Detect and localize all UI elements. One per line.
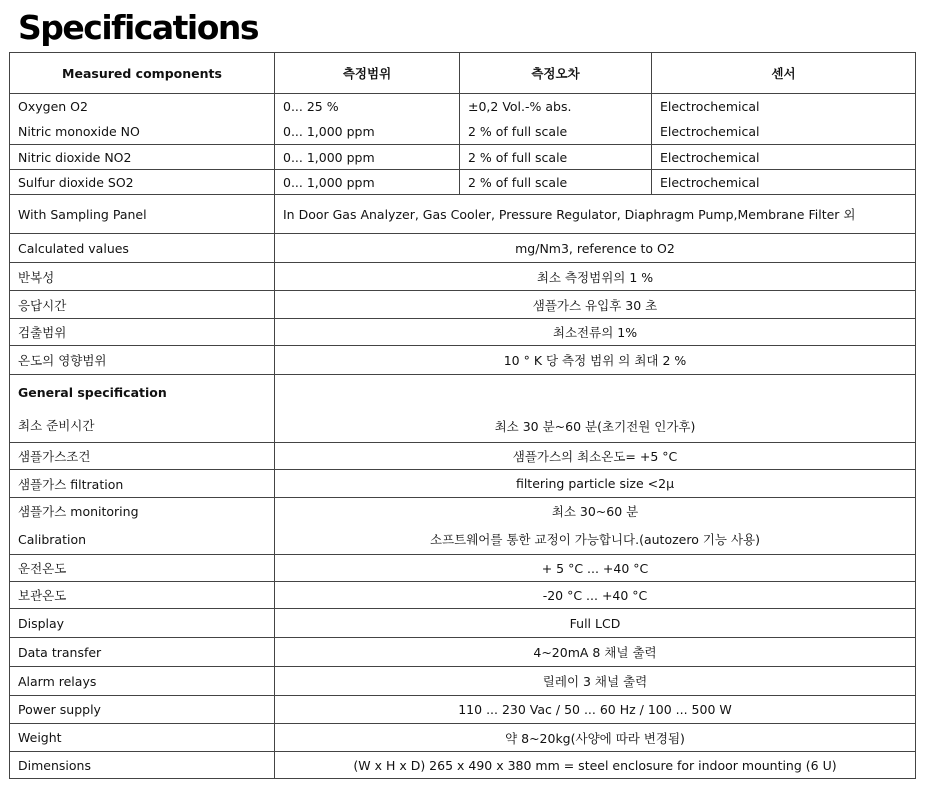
header-cell: 측정오차 — [460, 53, 652, 94]
spec-label: Data transfer — [10, 638, 275, 667]
component-sensor: Electrochemical — [652, 145, 916, 170]
component-range: 0... 1,000 ppm — [275, 170, 460, 195]
spec-label: 샘플가스 filtration — [10, 470, 275, 498]
spec-value: 릴레이 3 채널 출력 — [275, 667, 916, 696]
table-row — [10, 696, 916, 724]
spec-value: filtering particle size <2µ — [275, 470, 916, 498]
header-cell: 센서 — [652, 53, 916, 94]
spec-value: 최소 측정범위의 1 % — [275, 263, 916, 291]
general-spec-heading: General specification — [18, 384, 167, 400]
spec-value: 최소 30 분~60 분(초기전원 인가후) — [275, 375, 916, 443]
component-error: 2 % of full scale — [460, 145, 652, 170]
general-spec-cell — [10, 375, 275, 443]
table-row — [10, 195, 916, 234]
component-range: 0... 1,000 ppm — [275, 145, 460, 170]
table-row — [10, 724, 916, 752]
component-sensor: Electrochemical — [652, 170, 916, 195]
header-cell: 측정범위 — [275, 53, 460, 94]
table-row — [10, 498, 916, 555]
spec-value: 10 ° K 당 측정 범위 의 최대 2 % — [275, 346, 916, 375]
table-row — [10, 582, 916, 609]
table-row — [10, 443, 916, 470]
table-row — [10, 145, 916, 170]
table-row — [10, 555, 916, 582]
spec-value: + 5 °C ... +40 °C — [275, 555, 916, 582]
table-row — [10, 234, 916, 263]
table-row — [10, 638, 916, 667]
spec-label: 보관온도 — [10, 582, 275, 609]
page-title: Specifications — [18, 8, 259, 47]
spec-label: Dimensions — [10, 752, 275, 779]
spec-label: 운전온도 — [10, 555, 275, 582]
table-row — [10, 170, 916, 195]
sampling-value: In Door Gas Analyzer, Gas Cooler, Pressure Regulator, Diaphragm Pump,Membrane Filter 외 — [275, 195, 916, 234]
spec-label: 샘플가스 monitoring — [18, 504, 139, 519]
component-sensor: Electrochemical — [660, 99, 760, 114]
spec-value: 최소전류의 1% — [275, 319, 916, 346]
spec-label: Weight — [10, 724, 275, 752]
spec-value: 소프트웨어를 통한 교정이 가능합니다.(autozero 기능 사용) — [430, 532, 760, 547]
spec-value: 샘플가스 유입후 30 초 — [275, 291, 916, 319]
table-row — [10, 470, 916, 498]
table-row — [10, 291, 916, 319]
spec-label: 샘플가스조건 — [10, 443, 275, 470]
table-row — [10, 94, 916, 145]
spec-label: Alarm relays — [10, 667, 275, 696]
spec-value: 110 ... 230 Vac / 50 ... 60 Hz / 100 ... 500 W — [275, 696, 916, 724]
table-header-row — [10, 53, 916, 94]
spec-label: 최소 준비시간 — [18, 417, 95, 433]
spec-table — [9, 52, 916, 779]
component-error: 2 % of full scale — [468, 124, 568, 139]
component-range: 0... 1,000 ppm — [283, 124, 375, 139]
component-sensors-cell — [652, 94, 916, 145]
spec-value: 샘플가스의 최소온도= +5 °C — [275, 443, 916, 470]
spec-value: 최소 30~60 분 — [551, 504, 639, 519]
component-names-cell — [10, 94, 275, 145]
spec-label: Display — [10, 609, 275, 638]
component-range: 0... 25 % — [283, 99, 339, 114]
component-errors-cell — [460, 94, 652, 145]
component-error: ±0,2 Vol.-% abs. — [468, 99, 572, 114]
table-row — [10, 263, 916, 291]
spec-value: mg/Nm3, reference to O2 — [275, 234, 916, 263]
monitoring-values-cell — [275, 498, 916, 555]
table-row — [10, 319, 916, 346]
component-sensor: Electrochemical — [660, 124, 760, 139]
table-row — [10, 752, 916, 779]
table-row — [10, 667, 916, 696]
component-name: Sulfur dioxide SO2 — [10, 170, 275, 195]
spec-label: Calculated values — [10, 234, 275, 263]
component-name: Oxygen O2 — [18, 99, 88, 114]
spec-value: Full LCD — [275, 609, 916, 638]
spec-label: Calibration — [18, 532, 87, 547]
monitoring-labels-cell — [10, 498, 275, 555]
spec-label: 반복성 — [10, 263, 275, 291]
spec-label: 온도의 영향범위 — [10, 346, 275, 375]
spec-label: Power supply — [10, 696, 275, 724]
spec-value: -20 °C ... +40 °C — [275, 582, 916, 609]
component-name: Nitric dioxide NO2 — [10, 145, 275, 170]
table-row — [10, 375, 916, 443]
spec-value: (W x H x D) 265 x 490 x 380 mm = steel enclosure for indoor mounting (6 U) — [275, 752, 916, 779]
table-row — [10, 609, 916, 638]
sampling-label: With Sampling Panel — [10, 195, 275, 234]
spec-value: 4~20mA 8 채널 출력 — [275, 638, 916, 667]
spec-label: 검출범위 — [10, 319, 275, 346]
component-ranges-cell — [275, 94, 460, 145]
component-error: 2 % of full scale — [460, 170, 652, 195]
spec-label: 응답시간 — [10, 291, 275, 319]
table-row — [10, 346, 916, 375]
header-cell: Measured components — [10, 53, 275, 94]
spec-value: 약 8~20kg(사양에 따라 변경됨) — [275, 724, 916, 752]
component-name: Nitric monoxide NO — [18, 124, 140, 139]
